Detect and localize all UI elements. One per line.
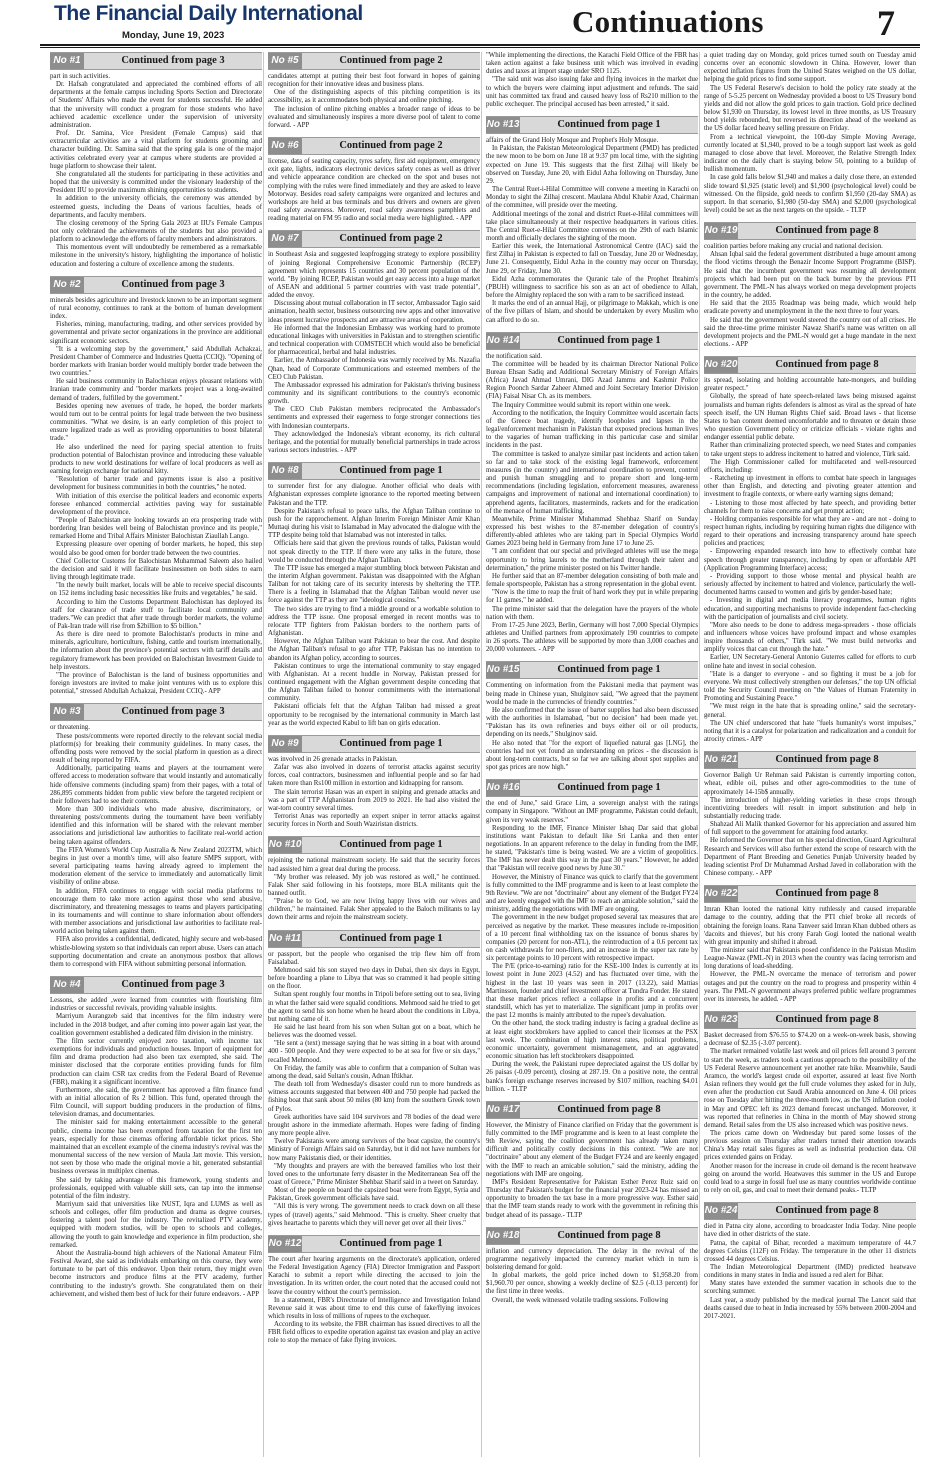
article-paragraph: In a statement, FBR's Directorate of Intelligence and Investigation Inland Revenue said it was about time to end this curse of fake/flying invoices which results in loss of millions of rupees to the exchequer. (268, 1296, 480, 1320)
article (486, 52, 698, 109)
article-paragraph: "Resolution of barter trade and payments issue is also a positive development for business communities in both the countries," he noted. (50, 476, 262, 492)
article-paragraph: Governor Baligh Ur Rehman said Pakistan is currently importing cotton, wheat, edible oil, pulses and other agro-commodities to the tune of approximately 14-15b$ annually. (704, 772, 916, 796)
article-paragraph: was involved in 26 grenade attacks in Pakistan. (268, 755, 398, 763)
article-header (268, 137, 480, 155)
article (268, 52, 480, 130)
article-header (704, 222, 916, 240)
article-paragraph: a quiet trading day on Monday, gold prices turned south on Tuesday amid concerns over an economic slowdown in China. However, lower than expected inflation figures from the United States weighed on the US dollar, helping the gold prices to find some support. (704, 52, 916, 84)
article-paragraph: He informed the Governor that on his special direction, Guard Agricultural Research and Services will also further extend the scope of research with the Department of Plant Breeding and Genetics Punjab University headed by leading scientist Prof Dr Muhammad Arshad Javed in collaboration with the Chinese company. - APP (704, 837, 916, 878)
article-header (50, 52, 262, 70)
article-number: No #12 (268, 1236, 302, 1252)
article-paragraph: - Empowering expanded research into how to effectively combat hate speech through greater transparency, including by open or affordable API (Application Programming Interface) access; (704, 548, 916, 572)
article-number: No #19 (704, 223, 738, 239)
continued-from-label: Continued from page 3 (121, 706, 225, 718)
article-paragraph: "While implementing the directions, the Karachi Field Office of the FBR has taken action against a fake business unit which was involved in evading duties and taxes at import stage under SRO 1125. (486, 52, 698, 76)
article-paragraph: - Investing in digital and media literacy programmes, human rights education, and supporting mechanisms to provide independent fact-checking with the participation of journalists and civil society. (704, 597, 916, 621)
article-paragraph: He said that the government would steered the country out of all crises. He said the three-time prime minister Nawaz Sharif's name was written on all development projects and the PML-N would get a huge mandate in the next elections. - APP (704, 316, 916, 348)
continued-from-label: Continued from page 1 (557, 782, 661, 794)
article-paragraph: - Holding companies responsible for what they are - and are not - doing to respect human rights, including by requiring human rights due diligence with regard to their operations and increasing transparency around hate speech policies and practices; (704, 515, 916, 548)
article (704, 1011, 916, 1195)
continued-from-label: Continued from page 8 (775, 754, 879, 766)
article (50, 703, 262, 969)
article-header (704, 885, 916, 903)
article (704, 885, 916, 1004)
article-paragraph: The prices came down on Wednesday but pared some losses of the previous session on Thursday after traders turned their attention towards China's May retail sales figures as well as industrial production data. Oil prices extended gains on Friday. (704, 1129, 916, 1162)
article-paragraph: However, the PML-N overcame the menace of terrorism and power outages and put the country on the road to progress and prosperity within 4 years. The PML-N government always preferred public welfare programmes over its interests, he added. - APP (704, 971, 916, 1003)
article-paragraph: With initiation of this exercise the political leaders and economic experts foresee enhanced commercial activities paving way for sustainable development of the province. (50, 492, 262, 516)
article-paragraph: The court after hearing arguments on the directorate's application, ordered the Federal Investigation Agency (FIA) Director Immigration and Passport Karachi to submit a report while directing the accused to join the investigation. In its written order, the court noted that the accused could not leave the country without the court's permission. (268, 1255, 480, 1296)
article (268, 836, 480, 922)
article-paragraph: Additionally, participating teams and players at the tournament were offered access to moderation software that would instantly and automatically hide offensive comments (including spam) from their pages, with a total of 286,895 comments hidden from public view before the targeted recipient or their followers had to see their contents. (50, 765, 262, 805)
article-paragraph: The P/E (price-to-earning) ratio for the KSE-100 Index is currently at its lowest point in June 2023 (4.52) and has fluctuated over time, with the highest in the last 10 years was seen in 2017 (13.22), said Mattias Martinsson, founder and chief investment officer at Tundra Fonder. He stated that these market prices reflect a collapse in profits and a concurrent standstill, which has yet to materialize. The significant jump in profits over the past 12 months is mainly attributed to the rupee's devaluation. (486, 963, 698, 1020)
column-4 (704, 52, 916, 1457)
article (486, 661, 698, 772)
section-title: Continuations (572, 4, 764, 39)
article-paragraph: candidates attempt at putting their best foot forward in hopes of gaining recognition for their innovative ideas and business plans. (268, 73, 480, 89)
continued-from-label: Continued from page 1 (557, 119, 661, 131)
continued-from-label: Continued from page 8 (557, 1229, 661, 1241)
article-paragraph: affairs of the Grand Holy Mosque and Prophet's Holy Mosque. (486, 137, 659, 145)
article-paragraph: He also underlined the need for paying special attention to fruits production potential of Balochistan province and introducing these valuable products to new world destinations for welfare of local producers as well as earning foreign exchange for national kitty. (50, 443, 262, 476)
page-header (40, 0, 920, 44)
article-number: No #24 (704, 1203, 738, 1219)
article-paragraph: "He sent a (text) message saying that he was sitting in a boat with around 400 - 500 people. And they were expected to be at sea for five or six days," recalled Mehmood. (268, 1040, 480, 1064)
article-header (486, 116, 698, 134)
article-header (268, 930, 480, 948)
continued-from-label: Continued from page 3 (121, 55, 225, 66)
continued-from-label: Continued from page 1 (339, 932, 443, 944)
article-number: No #9 (268, 736, 302, 752)
article-paragraph: The government in the new budget proposed several tax measures that are perceived as negative by the market. These measures include re-imposition of a 10 percent final withholding tax on the issuance of bonus shares by companies (20 percent for non-ATL), the reintroduction of a 0.6 percent tax on cash withdrawals for non-filers, and an increase in the super tax rate by six percentage points to 10 percent with retrospective impact. (486, 914, 698, 963)
article-paragraph: This momentous event will undoubtedly be remembered as a remarkable milestone in the university's history, highlighting the importance of holistic education and fostering a culture of excellence among the students. (50, 244, 262, 268)
article-paragraph: In addition, FIFA continues to engage with social media platforms to encourage them to take more action against those who send abusive, discriminatory, and threatening messages to teams and players participating in its tournaments and will continue to share information about offenders with member associations and jurisdictional law authorities to facilitate real-world action being taken against them. (50, 887, 262, 936)
column-2 (268, 52, 480, 1457)
article-paragraph: The Indian Meteorological Department (IMD) predicted heatwave conditions in many states in India and issued a red alert for Bihar. (704, 1264, 916, 1280)
article-paragraph: More than 300 individuals who made abusive, discriminatory, or threatening posts/comments during the tournament have been verifiably identified and this information will be shared with the relevant member associations and jurisdictional law authorities to facilitate real-world action being taken against offenders. (50, 805, 262, 846)
article-paragraph: Despite Pakistan's refusal to peace talks, the Afghan Taliban continue to push for the rapprochement. Afghan Interim Foreign Minister Amir Khan Muttaqi during his visit to Islamabad in May advocated the dialogue with the TTP despite being told that Islamabad was not interested in talks. (268, 507, 480, 540)
article-paragraph: the notification said. (486, 352, 543, 360)
article-number: No #10 (268, 837, 302, 853)
article-paragraph: "We must reign in the hate that is spreading online," said the secretary-general. (704, 703, 916, 719)
article-number: No #22 (704, 886, 738, 902)
article-paragraph: to surrender first for any dialogue. Another official who deals with Afghanistan expresses complete ignorance to the reported meeting between Pakistan and the TTP. (268, 483, 480, 507)
article-number: No #23 (704, 1012, 738, 1028)
article-paragraph: He said he last heard from his son when Sultan got on a boat, which he believes was the doomed vessel. (268, 1024, 480, 1040)
continued-from-label: Continued from page 1 (339, 1237, 443, 1249)
article-header (268, 735, 480, 753)
article-paragraph: Discussing about mutual collaboration in IT sector, Ambassador Tagio said animation, health sector, business outsourcing new apps and other innovative ideas present lucrative prospects and are attractive areas of cooperation. (268, 300, 480, 324)
article-paragraph: - Listening to those most affected by hate speech, and providing better channels for them to raise concerns and get prompt action; (704, 499, 916, 515)
article-paragraph: part in such activities. (50, 73, 111, 80)
article-paragraph: or threatening. (50, 724, 90, 732)
article-paragraph: "Praise be to God, we are now living happy lives with our wives and children," he maintained. Falak Sher appealed to the Baloch militants to lay down their arms and rejoin the mainstream society. (268, 898, 480, 922)
article-header (50, 976, 262, 994)
article-paragraph: The Ambassador expressed his admiration for Pakistan's thriving business community and its significant contributions to the country's economic growth. (268, 381, 480, 406)
article-paragraph: rejoining the national mainstream society. He said that the security forces had assisted him a great deal during the process. (268, 857, 480, 873)
article (268, 1235, 480, 1346)
continued-from-label: Continued from page 1 (339, 465, 443, 477)
article-number: No #21 (704, 752, 738, 768)
article-paragraph: "Hate is a danger to everyone - and so fighting it must be a job for everyone. We must collectively strengthen our defenses," the top UN official told the Security Council meeting on "the Values of Human Fraternity in Promoting and Sustaining Peace." (704, 670, 916, 703)
article-paragraph: He also confirmed that the issue of barter supplies had also been discussed with the authorities in Islamabad, "but no decision" had been made yet. "Pakistan has its own refineries and buys either oil or oil products, depending on its needs," Shulginov said. (486, 706, 698, 739)
article-header (486, 779, 698, 797)
article-paragraph: Dr. Hafsah congratulated and appreciated the combined efforts of all departments at the female campus including Sports Section and Directorate of Students' Affairs who made the event for students successful. He added that the university will conduct a program for those students who have achieved academic excellence under the supervision of university administration. (50, 81, 262, 129)
article-number: No #13 (486, 117, 520, 133)
article-number: No #15 (486, 662, 520, 678)
article-paragraph: He informed that the Indonesian Embassy was working hard to promote educational linkages with universities in Pakistan and to strengthen scientific and technical cooperation with COMSTECH which would also be beneficial for pharmaceutical, herbal and halal industries. (268, 324, 480, 357)
article-paragraph: He further said that an 87-member delegation consisting of both male and female sportspeople, Pakistan has a strong representation in the global event. (486, 572, 698, 589)
column-divider (481, 52, 482, 1457)
continued-from-label: Continued from page 3 (121, 979, 225, 991)
article-paragraph: "My brother was released. My job was restored as well," he continued. Falak Sher said following in his footsteps, more BLA militants quit the banned outfit. (268, 873, 480, 897)
article-header (704, 1011, 916, 1029)
continued-from-label: Continued from page 8 (775, 1014, 879, 1026)
article (704, 356, 916, 744)
article-paragraph: The High Commissioner called for multifaceted and well-resourced efforts, including: (704, 458, 916, 474)
article-paragraph: Prof. Dr. Samina, Vice President (Female Campus) said that extracurricular activities are a vital platform for students grooming and character building. Dr. Samina said that the spring gala is one of the major activities celebrated every year at campus where students are provided a huge platform to showcase their talent. (50, 130, 262, 170)
article-paragraph: During the week, the Pakistani rupee depreciated against the US dollar by 26 paisas (-0.09 percent), closing at 287.19. On a positive note, the central bank's foreign exchange reserves increased by $107 million, reaching $4.01 billion. - TLTP (486, 1061, 698, 1093)
article-number: No #8 (268, 463, 302, 479)
article-paragraph: Zafar was also involved in dozens of terrorist attacks against security forces, coal contractors, businessmen and influential people and so far had taken more than Rs100 million in extortion and kidnapping for ransom. (268, 764, 480, 788)
article-paragraph: In Pakistan, the Pakistan Meteorological Department (PMD) has predicted the new moon to be born on June 18 at 9:37 pm local time, with the sighting expected on June 19. This suggests that the first Zilhaj will likely be observed on Tuesday, June 20, with Eidul Azha following on Thursday, June 29. (486, 145, 698, 185)
article-header (486, 1227, 698, 1245)
article-paragraph: In case gold falls below $1,940 and makes a daily close there, an extended slide toward $1,925 (static level) and $1,900 (psychological level) could be witnessed. On the flipside, gold needs to confirm $1,950 (20-day SMA) as support. In that scenario, $1,980 (50-day SMA) and $2,000 (psychological level) could be set as the next targets on the upside. - TLTP (704, 174, 916, 214)
article (268, 735, 480, 829)
article-paragraph: its spread, isolating and holding accountable hate-mongers, and building greater respect." (704, 377, 916, 393)
article-paragraph: The closing ceremony of the Spring Gala 2023 at IIU's Female Campus not only celebrated the achievements of the students but also provided a platform to acknowledge the efforts of faculty members and administrators. (50, 219, 262, 244)
article-paragraph: The death toll from Wednesday's disaster could run to more hundreds as witness accounts suggested that between 400 and 750 people had packed the fishing boat that sank about 50 miles (80 km) from the southern Greek town of Pylos. (268, 1081, 480, 1113)
article-paragraph: However, the Ministry of Finance was quick to clarify that the government is fully committed to the IMF programme and is keen to at least complete the 9th Review. "We are not "doctrinaire" about any element of the Budget FY24 and are keenly engaged with the IMF to reach an amicable solution," said the ministry, adding the negotiations with IMF are ongoing. (486, 873, 698, 914)
article-paragraph: These posts/comments were reported directly to the relevant social media platform(s) for breaking their community guidelines. In many cases, the offending posts were removed by the social platform in question as a direct result of being reported by FIFA. (50, 732, 262, 765)
article (268, 930, 480, 1228)
article-paragraph: Twelve Pakistanis were among survivors of the boat capsize, the country's Ministry of Foreign Affairs said on Saturday, but it did not have numbers for how many Pakistanis died, or their identities. (268, 1138, 480, 1162)
article-header (268, 836, 480, 854)
article-paragraph: "People of Balochistan are looking towards an era prospering trade with bordering Iran besides well being of Balochistan province and its people," remarked Home and Tribal Affairs Minister Balochistan Ziaullah Lango. (50, 516, 262, 541)
article-paragraph: The film sector currently enjoyed zero taxation, with income tax exemptions for individuals and production houses. Import of equipment for film and drama production had also been tax exempted, she said. The minister disclosed that the corporate entities providing funds for film production can claim CSR tax credits from the Federal Board of Revenue (FBR), making it a significant incentive. (50, 1037, 262, 1086)
article-paragraph: He said business community in Balochistan enjoys pleasant relations with Iranian trade community and "border markets project was a long-awaited demand of traders, fulfilled by the government." (50, 378, 262, 402)
continued-from-label: Continued from page 8 (557, 1103, 661, 1115)
article-paragraph: "Now is the time to reap the fruit of hard work they put in while preparing for 11 games," he added. (486, 589, 698, 605)
article-paragraph: On the other hand, the stock trading industry is facing a gradual decline as at least eight stockbrokers have applied to cancel their licenses at the PSX last week. The combination of high interest rates, political problems, economic uncertainty, government mismanagement, and an aggravated economic situation has left stockbrokers disappointed. (486, 1020, 698, 1061)
article-paragraph: Earlier, UN Secretary-General Antonio Guterres called for efforts to curb online hate and invest in social cohesion. (704, 654, 916, 670)
article-number: No #2 (50, 277, 84, 293)
dateline: Monday, June 19, 2023 (122, 30, 225, 41)
article-paragraph: Another reason for the increase in crude oil demand is the recent heatwave going on around the world. Heatwaves this summer in the US and Europe could lead to a surge in fossil fuel use as many countries worldwide continue to rely on oil, gas, and coal to meet their demand peaks.- TLTP (704, 1162, 916, 1195)
article (486, 332, 698, 655)
article (486, 1227, 698, 1305)
article-paragraph: "It is a welcoming step by the government," said Abdullah Achakzai, President Chamber of Commerce and Industries Quetta (CCIQ). "Opening of border markets with Iranian border would multiply border trade between the two countries." (50, 345, 262, 378)
article-number: No #7 (268, 231, 302, 247)
article-paragraph: Commenting on information from the Pakistani media that payment was being made in Chinese yuan, Shulginov said, "We agreed that the payment would be made in the currencies of friendly countries." (486, 682, 698, 706)
article-paragraph: The US Federal Reserve's decision to hold the policy rate steady at the range of 5-5.25 percent on Wednesday provided a boost to US Treasury bond yields and did not allow the gold prices to gain traction. Gold price declined below $1,930 on Thursday, its lowest level in three months, as US Treasury bond yields rebounded, but reversed its direction ahead of the weekend as the US dollar faced heavy selling pressure on Friday. (704, 84, 916, 133)
article-paragraph: or passport, but the people who organised the trip flew him off from Faisalabad. (268, 950, 480, 966)
article-paragraph: In addition to the university officials, the ceremony was attended by esteemed guests, including the Deans of various faculties, heads of departments, and faculty members. (50, 195, 262, 219)
article-paragraph: Lessons, she added ,were learned from countries with flourishing film industries or successful revivals, providing valuable insights. (50, 997, 262, 1013)
article-paragraph: The two sides are trying to find a middle ground or a workable solution to address the TTP issue. One proposal emerged in recent months was to relocate TTP fighters from Pakistan borders to the northern parts of Afghanistan. (268, 605, 480, 638)
article-header (486, 1101, 698, 1119)
article-paragraph: Meanwhile, Prime Minister Muhammad Shehbaz Sharif on Sunday expressed his best wishes to the 87-member delegation of country's differently-abled athletes who are taking part in Special Olympics World Games 2023 being held in Germany from June 17 to June 25. (486, 515, 698, 548)
article (486, 1101, 698, 1220)
article-header (704, 751, 916, 769)
article-paragraph: Globally, the spread of hate speech-related laws being misused against journalists and human rights defenders is almost as viral as the spread of hate speech itself, the UN Human Rights Chief said. Broad laws - that license States to ban content deemed uncomfortable and to threaten or detain those who question Government policy or criticize officials - violate rights and endanger essential public debate. (704, 393, 916, 442)
article-paragraph: About the Australia-bound high achievers of the National Amateur Film Festival Award, she said as individuals embarking on this course, they were fortunate to be part of this endeavor. Upon their return, they might even become instructors and produce films at the PTV academy, further contributing to the industry's growth. She congratulated them on their achievement, and wished them best of luck for their future endeavors. - APP (50, 1249, 262, 1298)
continued-from-label: Continued from page 2 (339, 140, 443, 152)
article-header (268, 52, 480, 70)
article-paragraph: Most of the people on board the capsized boat were from Egypt, Syria and Pakistan, Greek government officials have said. (268, 1187, 480, 1203)
article (50, 276, 262, 697)
article-number: No #17 (486, 1102, 520, 1118)
continued-from-label: Continued from page 8 (775, 888, 879, 900)
article (704, 751, 916, 878)
article-paragraph: The minister said that Pakistanis posed confidence in the Pakistan Muslim League-Nawaz (PML-N) in 2013 when the country was facing terrorism and long durations of load-shedding. (704, 947, 916, 971)
article-paragraph: Officials here said that given the previous rounds of talks, Pakistan would not speak directly to the TTP. If there were any talks in the future, those would be conducted through the Afghan Taliban. (268, 540, 480, 564)
column-divider (699, 52, 700, 1457)
article-paragraph: They acknowledged the Indonesia's vibrant economy, its rich cultural heritage, and the potential for mutually beneficial partnerships in trade across various sectors industries. - APP (268, 430, 480, 455)
article-paragraph: "All this is very wrong. The government needs to crack down on all these types of (travel) agents," said Mehmood. "This is cruelty. Sheer cruelty that gives heartache to parents which they will never get over all their lives." (268, 1203, 480, 1227)
article (50, 52, 262, 269)
article-header (268, 230, 480, 248)
continued-from-label: Continued from page 2 (339, 55, 443, 66)
article-paragraph: died in Patna city alone, according to broadcaster India Today. Nine people have died in other districts of the state. (704, 1223, 916, 1239)
article-paragraph: Eidul Azha commemorates the Quranic tale of the Prophet Ibrahim's (PBUH) willingness to sacrifice his son as an act of obedience to Allah, before the Almighty replaced the son with a ram to be sacrificed instead. (486, 275, 698, 300)
article-paragraph: The market remained volatile last week and oil prices fell around 3 percent to start the week, as traders took a cautious approach to the possibility of the US Federal Reserve announcement yet another rate hike. Meanwhile, Saudi Aramco, the world's largest crude oil exporter, assured at least five North Asian refiners they would get the full crude volumes they asked for in July, even after the production cut Saudi Arabia announced on June 4. Oil prices rose on Tuesday after hitting the three-month low, as the US inflation cooled in May and OPEC left its 2023 demand forecast unchanged. Moreover, it was reported that refineries in China in the month of May showed strong demand. Retail sales from the US also increased which was positive news. (704, 1048, 916, 1129)
article-paragraph: She congratulated all the students for participating in these activities and hoped that the university is committed under the visionary leadership of the President IIU to provide maximum shining opportunities to students. (50, 170, 262, 195)
article-paragraph: FIFA also provides a confidential, dedicated, highly secure and web-based whistle-blowing system so that individuals can report abuse. Users can attach supporting documentation and create an anonymous postbox that allows them to correspond with FIFA without submitting personal information. (50, 936, 262, 968)
article-paragraph: The inclusion of online pitching enables a broader range of ideas to be evaluated and simultaneously inspires a more diverse pool of talent to come forward. - APP (268, 105, 480, 129)
article-number: No #18 (486, 1228, 520, 1244)
article-number: No #20 (704, 357, 738, 373)
article-paragraph: The committee is tasked to analyze similar past incidents and action taken so far and to take stock of the existing legal framework, enforcement measures (in the country) and international coordination to prevent, control and punish human smuggling and to prepare short and long-term recommendations (including legislation, enforcement measures, awareness campaigns and improvement of national and international coordination) to apprehend agents, facilitators, masterminds, rackets and for the eradication of the menace of human trafficking. (486, 450, 698, 515)
continued-from-label: Continued from page 8 (775, 359, 879, 371)
article-paragraph: Mehmood said his son stayed two days in Dubai, then six days in Egypt, before boarding a plane to Libya that was so crammed it had people sitting on the floor. (268, 966, 480, 991)
article (704, 1202, 916, 1321)
article (268, 230, 480, 455)
article (704, 222, 916, 349)
article-number: No #16 (486, 780, 520, 796)
article-header (50, 276, 262, 294)
article-paragraph: However, the Afghan Taliban want Pakistan to bear the cost. And despite the Afghan Taliban's refusal to go after TTP, Pakistan has no intention to abandon its Afghan policy, according to sources. (268, 638, 480, 662)
article-paragraph: However, the Ministry of Finance clarified on Friday that the government is fully committed to the IMF programme and is keen to at least complete the 9th Review, saying the coalition government has already taken many difficult and politically costly decisions in this context. "We are not "doctrinaire" about any element of the Budget FY24 and are keenly engaged with the IMF to reach an amicable solution," said the ministry, adding the negotiations with IMF are ongoing. (486, 1121, 698, 1178)
article-paragraph: "My thoughts and prayers are with the bereaved families who lost their loved ones to the unfortunate ferry disaster in the Mediterranean Sea off the coast of Greece," Prime Minister Shehbaz Sharif said in a tweet on Saturday. (268, 1162, 480, 1186)
article-header (50, 703, 262, 721)
article-paragraph: Greek authorities have said 104 survivors and 78 bodies of the dead were brought ashore in the immediate aftermath. Hopes were fading of finding any more people alive. (268, 1113, 480, 1138)
article-paragraph: Responding to the IMF, Finance Minister Ishaq Dar said that global institutions want Pakistan to default like Sri Lanka and then enter negotiations. In an apparent reference to the delay in funding from the IMF, he stated, "Pakistan's time is being wasted. We are a victim of geopolitics. The IMF has never dealt this way in the past 30 years." However, he added that "Pakistan will receive good news by June 30." (486, 824, 698, 873)
column-1 (50, 52, 262, 1457)
article-paragraph: Earlier this week, the International Astronomical Centre (IAC) said the first Zilhaj in Pakistan is expected to fall on Tuesday, June 20 or Wednesday, June 21. Consequently, Eidul Azha in the country may occur on Thursday, June 29, or Friday, June 30. (486, 243, 698, 275)
article-paragraph: Imran Khan looted the national kitty ruthlessly and caused irreparable damage to the country, adding that the PTI chief broke all records of obtaining the foreign loans. Rana Tanveer said Imran Khan dubbed others as 'dacoits and thieves', but his crony Farah Gogi looted the national wealth with great impunity and shifted it abroad. (704, 906, 916, 946)
article-paragraph: Rather than criminalizing protected speech, we need States and companies to take urgent steps to address incitement to hatred and violence, Türk said. (704, 442, 916, 458)
article (268, 137, 480, 223)
article-paragraph: inflation and currency depreciation. The delay in the revival of the programme negatively impacted the currency market which in turn is bolstering demand for gold. (486, 1247, 698, 1271)
article-paragraph: He said that the 2035 Roadmap was being made, which would help eradicate poverty and unemployment in the the next three to four years. (704, 300, 916, 316)
column-3 (486, 52, 698, 1457)
article-paragraph: According to him the Customs Department Balochistan has deployed its staff for clearance of trade stuff to facilitate local community and traders."We can predict that after trade through border markets, the volume of Pak-Iran trade will rise from $2billion to $5 billion." (50, 598, 262, 630)
article-paragraph: coalition parties before making any crucial and national decision. (704, 243, 883, 251)
article-paragraph: The TTP issue has emerged a major stumbling block between Pakistan and the interim Afghan government. Pakistan was disappointed with the Afghan Taliban for not taking care of its security interests by sheltering the TTP. There is a feeling in Islamabad that the Afghan Taliban would never use force against the TTP as they are "ideological cousins." (268, 564, 480, 605)
article-paragraph: Basket decreased from $76.55 to $74.20 on a week-on-week basis, showing a decrease of $2.35 (-3.07 percent). (704, 1032, 916, 1048)
article-paragraph: From a technical viewpoint, the 100-day Simple Moving Average, currently located at $1,940, proved to be a tough support last week as gold managed to close above that level. Moreover, the Relative Strength Index indicator on the daily chart is staying below 50, pointing to a buildup of bullish momentum. (704, 133, 916, 174)
article-paragraph: in Southeast Asia and suggested leapfrogging strategy to explore possibility of joining Regional Comprehensive Economic Partnership (RCEP) agreement which represents 15 countries and 30 percent population of the world. "By joining RCEP, Pakistan would get easy access into a huge market of ASEAN and additional 5 partner countries with vast trade potential", added the envoy. (268, 251, 480, 300)
article-paragraph: Last year, a study published by the medical journal The Lancet said that deaths caused due to heat in India increased by 55% between 2000-2004 and 2017-2021. (704, 1296, 916, 1320)
article-paragraph: In global markets, the gold price inched down to $1,958.20 from $1,960.70 per ounce, showing a weekly decline of $2.5 (-0.13 percent) for the first time in three weeks. (486, 1272, 698, 1296)
article-paragraph: He also noted that "for the export of liquefied natural gas [LNG], the countries had not yet found an understanding on prices - the discussion is about long-term contracts, but so far we are talking about spot supplies and spot gas prices are now high." (486, 739, 698, 772)
article (486, 116, 698, 325)
article (704, 52, 916, 215)
article-header (704, 1202, 916, 1220)
article-paragraph: license, data of seating capacity, tyres safety, first aid equipment, emergency exit gate, lights, indicators electronic devices safety cones as well as driver and vehicle appearance condition are checked on the spot and buses not complying with the rules were fined immediately and they are asked to leave Motorway. Besides road safety campaigns were organized and lectures and workshops are held at bus terminals and bus drivers and owners are given road safety awareness. Moreover, road safety awareness pamphlets and reading material on FM 95 radio and social media were highlighted. - APP (268, 158, 480, 223)
article-paragraph: Besides opening new avenues of trade, he hoped, the border markets would turn out to be central points for legal trade between the two business communities. "What we desire, is an early completion of this project to ensure legalized trade as well as providing opportunities to boost bilateral trade." (50, 402, 262, 443)
article-paragraph: Marriyum Aurangzeb said that incentives for the film industry were included in the 2018 budget, and after coming into power again last year, the coalition government established a dedicated film division in the ministry. (50, 1013, 262, 1037)
article-header (268, 462, 480, 480)
article-paragraph: "I am confident that our special and privileged athletes will use the mega opportunity to bring laurels to the motherland through their talent and determination," the prime minister posted on his Twitter handle. (486, 548, 698, 572)
continued-from-label: Continued from page 1 (339, 737, 443, 749)
continued-from-label: Continued from page 3 (121, 278, 225, 290)
article-paragraph: Fisheries, mining, manufacturing, trading, and other services provided by governmental and private sector organizations in the province are additional significant economic sectors. (50, 321, 262, 345)
article-paragraph: According to its website, the FBR chairman has issued directives to all the FBR field offices to expedite operation against tax evasion and play an active role to stop the menace of fake flying invoices. (268, 1321, 480, 1345)
article-header (486, 661, 698, 679)
article-paragraph: "The province of Balochistan is the land of business opportunities and foreign investors are invited to make joint ventures with us to explore this potential," stressed Abdullah Achakzai, President CCIQ.- APP (50, 671, 262, 696)
article-number: No #3 (50, 704, 84, 720)
continued-from-label: Continued from page 2 (339, 233, 443, 245)
continued-from-label: Continued from page 1 (557, 334, 661, 346)
article-paragraph: As there is dire need to promote Balochistan's products in mine and minerals, agriculture, horticulture, fishing, cattle and tourism internationally, the information about the province's potential sectors with tariff details and regulatory framework has been provided on Balochistan Investment Guide to help investors. (50, 631, 262, 671)
continued-from-label: Continued from page 1 (557, 664, 661, 676)
article (268, 462, 480, 728)
article-paragraph: Shahzad Ali Malik thanked Governor for his appreciation and assured him of full support to the government for attaining food autarky. (704, 821, 916, 837)
article-paragraph: - Providing support to those whose mental and physical health are seriously affected by incitement to hatred and violence, particularly the well-documented harms caused to women and girls by gender-based hate; (704, 572, 916, 597)
article-paragraph: Many states have extended the summer vacation in schools due to the scorching summer. (704, 1280, 916, 1296)
article-paragraph: Overall, the week witnessed volatile trading sessions. Following (492, 1296, 669, 1304)
article-paragraph: On Friday, the family was able to confirm that a companion of Sultan was among the dead, said Sultan's cousin, Adnan Iftikhar. (268, 1064, 480, 1080)
article-paragraph: minerals besides agriculture and livestock known to be an important segment of rural economy, continues to rank at the bottom of human development index. (50, 296, 262, 321)
article-paragraph: "In the newly built market, locals will be able to receive special discounts on 152 items including basic necessities like fruits and vegetables," he said. (50, 582, 262, 598)
article-paragraph: The CEO Club Pakistan members reciprocated the Ambassador's sentiments and expressed their eagerness to forge stronger connections ties with Indonesian counterparts. (268, 406, 480, 430)
article-paragraph: It marks the end of an annual Hajj, or pilgrimage to Makkah, which is one of the five pillars of Islam, and should be undertaken by every Muslim who can afford to do so. (486, 300, 698, 324)
article-header (486, 332, 698, 350)
column-divider (263, 52, 264, 1457)
article-paragraph: - Ratcheting up investment in efforts to combat hate speech in languages other than English, and detecting and pivoting greater attention and investment to fragile contexts, or where early warning signs demand; (704, 475, 916, 499)
article-paragraph: Marriyum said that universities like NUST, Iqra and LUMS as well as schools and colleges, offer film production and drama as degree courses, fostering a talent pool for the industry. The revitalized PTV academy, equipped with modern studios, will be open to schools and colleges, allowing the youth to gain knowledge and experience in film production, she remarked. (50, 1201, 262, 1249)
article-paragraph: The Inquiry Committee would submit its report within one week. (492, 401, 671, 409)
article-paragraph: Earlier, the Ambassador of Indonesia was warmly received by Ms. Nazafia Qhan, head of Corporate Communications and esteemed members of the CEO Club Pakistan. (268, 357, 480, 381)
masthead: The Financial Daily International (54, 2, 363, 25)
article (486, 779, 698, 1094)
article-paragraph: The introduction of higher-yielding varieties in these crops through incentivizing breeders will result in import substitution and help in substantially reducing trade. (704, 796, 916, 820)
article-paragraph: Furthermore, she said, the government has approved a film finance fund with an initial allocation of Rs 2 billion. This fund, operated through the Film Council, will support budding producers in the production of films, television dramas, and documentaries. (50, 1086, 262, 1119)
article-paragraph: One of the distinguishing aspects of this pitching competition is its accessibility, as it accommodates both physical and online pitching. (268, 89, 480, 105)
header-rule-thin (40, 47, 920, 48)
article-paragraph: IMF's Resident Representative for Pakistan Esther Perez Ruiz said on Thursday that Pakistan's budget for the financial year 2023-24 has missed an opportunity to broaden the tax base in a more progressive way. Esther said that the IMF team stands ready to work with the government in refining this budget ahead of its passage.- TLTP (486, 1178, 698, 1219)
continued-from-label: Continued from page 8 (775, 225, 879, 237)
article-number: No #1 (50, 53, 84, 69)
page-number: 7 (877, 3, 895, 43)
article-paragraph: According to the notification, the Inquiry Committee would ascertain facts of the Greece boat tragedy, identify loopholes and lapses in the legal/enforcement mechanism in Pakistan that exposed precious human lives to the vagaries of human trafficking in this particular case and similar incidents in the past. (486, 409, 698, 450)
article-paragraph: The FIFA Women's World Cup Australia & New Zealand 2023TM, which begins in just over a month's time, will also feature SMPS support, with several participating teams having already agreed to implement the moderation element of the service to immediately and automatically limit visibility of online abuse. (50, 846, 262, 887)
article (50, 976, 262, 1299)
continued-from-label: Continued from page 1 (339, 839, 443, 851)
article-paragraph: "The said unit was also issuing fake and flying invoices in the market due to which the buyers were claiming input adjustment and refunds. The said unit has committed tax fraud and caused heavy loss of Rs210 million to the public exchequer. The principal accused has been arrested," it said. (486, 76, 698, 108)
article-paragraph: Pakistan continues to urge the international community to stay engaged with Afghanistan. At a recent huddle in Norway, Pakistan pressed for continued engagement with the Afghan government despite conceding that the Afghan Taliban failed to honour commitments with the international community. (268, 662, 480, 703)
article-paragraph: Additional meetings of the zonal and district Ruet-e-Hilal committees will take place simultaneously at their respective headquarters in various cities. The Central Ruet-e-Hilal Committee convenes on the 29th of each Islamic month and officially declares the sighting of the moon. (486, 210, 698, 242)
article-paragraph: Patna, the capital of Bihar, recorded a maximum temperature of 44.7 degrees Celsius (112F) on Friday. The temperature in the other 11 districts crossed 44 degrees Celsius. (704, 1239, 916, 1263)
article-paragraph: Chief Collector Customs for Balochistan Muhammad Saleem also hailed the decision and said it will facilitate businessmen on both sides to earn living through legitimate trade. (50, 557, 262, 582)
article-paragraph: Ahsan Iqbal said the federal government distributed a huge amount among the flood victims through the Benazir Income Support Programme (BISP). He said that the incumbent government was resuming all development projects which had been put on the back burner by the previous PTI government. The PML-N has always worked on mega development projects in the country, he added. (704, 251, 916, 300)
article-paragraph: Expressing pleasure over opening of border markets, he hoped, this step would also be good omen for border trade between the two countries. (50, 541, 262, 557)
article-paragraph: The slain terrorist Hasan was an expert in sniping and grenade attacks and was a part of TTP Afghanistan from 2019 to 2021. He had also visited the war-torn country several times. (268, 788, 480, 812)
article-paragraph: the end of June," said Grace Lim, a sovereign analyst with the ratings company in Singapore. "Without an IMF programme, Pakistan could default, given its very weak reserves." (486, 800, 698, 824)
article-paragraph: The committee will be headed by its chairman Director National Police Bureau Ehsan Sadiq and Additional Secretary Ministry of Foreign Affairs (Africa) Javad Ahmad Umrani, DIG Azad Jammu and Kashmir Police Region Poonch Sardar Zaheer Ahmed and Joint Secretary Interior Division (FIA) Faisal Nisar Ch. as its members. (486, 360, 698, 401)
article-paragraph: The UN chief underscored that hate "fuels humanity's worst impulses," noting that it is a catalyst for polarization and radicalization and a conduit for atrocity crimes.- APP (704, 719, 916, 744)
article-paragraph: "More also needs to be done to address mega-spreaders - those officials and influencers whose voices have profound impact and whose examples inspire thousands of others," Türk said. "We must build networks and amplify voices that can cut through the hate." (704, 621, 916, 654)
article-number: No #5 (268, 53, 302, 69)
article-paragraph: From 17-25 June 2023, Berlin, Germany will host 7,000 Special Olympics athletes and Unified partners from approximately 190 countries to compete in 26 sports. The athletes will be supported by more than 3,000 coaches and 20,000 volunteers. - APP (486, 621, 698, 654)
article-paragraph: Pakistani officials felt that the Afghan Taliban had missed a great opportunity to be recognised by the international community in March last year as the world expected Kabul to lift ban on girls education. (268, 703, 480, 727)
article-paragraph: The prime minister said that the delegation have the prayers of the whole nation with them. (486, 605, 698, 621)
article-number: No #11 (268, 931, 302, 947)
article-header (704, 356, 916, 374)
article-paragraph: Sultan spent roughly four months in Tripoli before setting out to sea, living in what the father said were squalid conditions. Mehmood said he tried to get the agent to send his son home when he heard about the conditions in Libya, but nothing came of it. (268, 991, 480, 1023)
article-number: No #14 (486, 333, 520, 349)
article-paragraph: Terrorist Anas was reportedly an expert sniper in terror attacks against security forces in North and South Waziristan districts. (268, 813, 480, 829)
article-number: No #4 (50, 977, 84, 993)
article-paragraph: The Central Ruet-i-Hilal Committee will convene a meeting in Karachi on Monday to sight the Zilhaj crescent. Maulana Abdul Khabir Azad, Chairman of the committee, will preside over the meeting. (486, 186, 698, 210)
header-rule (40, 44, 920, 46)
article-number: No #6 (268, 138, 302, 154)
continued-from-label: Continued from page 8 (775, 1205, 879, 1217)
article-paragraph: She said by taking advantage of this framework, young students and professionals, equipped with valuable skill sets, can tap into the immense potential of the film industry. (50, 1176, 262, 1200)
article-header (268, 1235, 480, 1253)
article-paragraph: The minister said for making entertainment accessible to the general public, cinema income has been exempted from taxation for the first ten years, especially for those cinemas offering affordable ticket prices. She maintained that an excellent example of the cinema industry's revival was the monumental success of the new version of Maula Jatt movie. This version, not seen by those who made the original movie a hit, generated substantial business overseas in multiplex cinemas. (50, 1119, 262, 1176)
